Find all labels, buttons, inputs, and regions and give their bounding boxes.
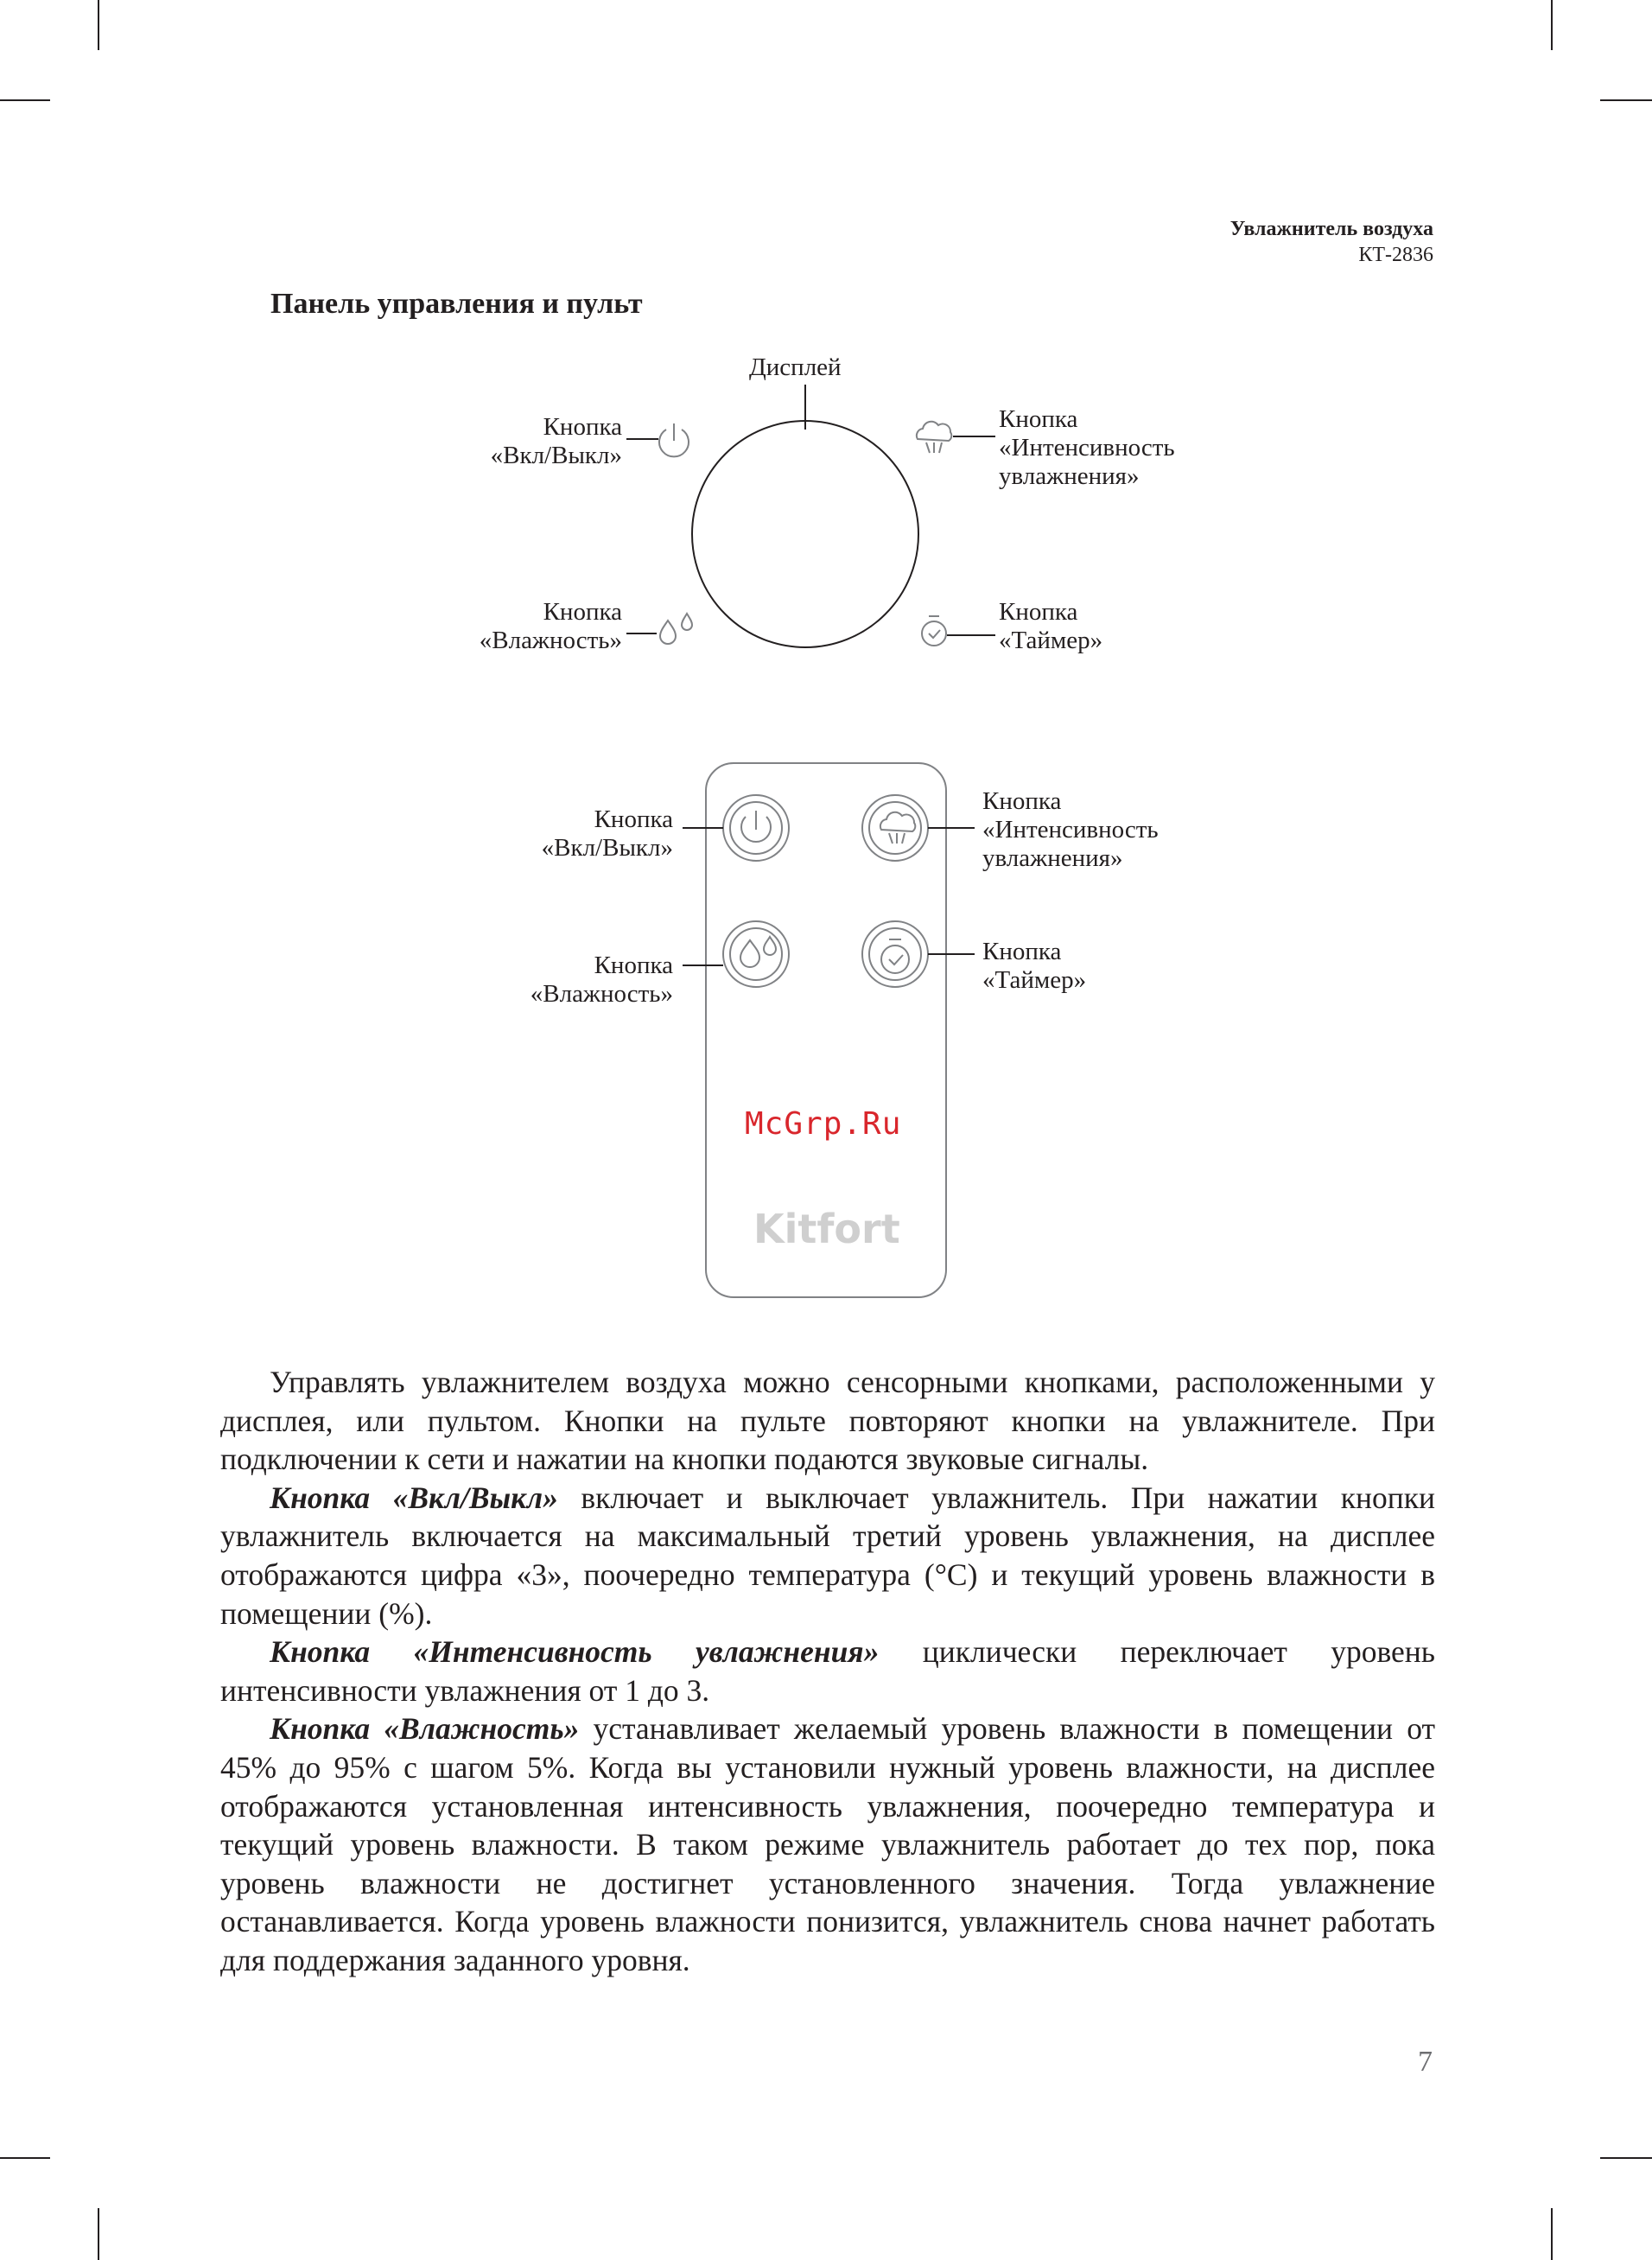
remote-power-button — [723, 795, 789, 861]
power-icon — [659, 423, 689, 456]
remote-label-power: Кнопка «Вкл/Выкл» — [541, 805, 673, 862]
remote-label-timer: Кнопка «Таймер» — [982, 938, 1087, 994]
page-number: 7 — [1418, 2046, 1433, 2078]
brand-logo: Kitfort — [753, 1206, 900, 1252]
body-text — [220, 1363, 1435, 1980]
droplets-icon — [660, 614, 692, 644]
label-display: Дисплей — [749, 353, 842, 381]
remote-label-humidity: Кнопка «Влажность» — [530, 952, 673, 1008]
remote-humidity-button — [723, 921, 789, 987]
remote-intensity-button — [862, 795, 928, 861]
watermark: McGrp.Ru — [745, 1106, 902, 1142]
label-timer: Кнопка «Таймер» — [999, 598, 1103, 654]
crop-mark — [1551, 2208, 1553, 2260]
crop-mark — [1600, 2157, 1652, 2159]
remote-label-intensity: Кнопка «Интенсивность увлажнения» — [982, 787, 1159, 872]
section-title: Панель управления и пульт — [270, 288, 643, 320]
remote-timer-button — [862, 921, 928, 987]
crop-mark — [98, 2208, 99, 2260]
header-product: Увлажнитель воздуха — [1229, 218, 1433, 240]
paragraph: Кнопка «Интенсивность увлажнения» циклически переключает уровень интенсивности увлажнения от 1 до 3. — [220, 1634, 1435, 1708]
timer-icon — [922, 616, 946, 646]
label-humidity: Кнопка «Влажность» — [479, 598, 622, 654]
crop-mark — [0, 2157, 50, 2159]
label-intensity: Кнопка «Интенсивность увлажнения» — [999, 405, 1175, 490]
paragraph: Кнопка «Влажность» устанавливает желаемый уровень влажности в помещении от 45% до 95% с шагом 5%. Когда вы установили нужный уровень влажности, на дисплее отображаются установленная интенсивность увлажнения, поочередно температура и текущий уровень влажности. В таком режиме увлажнитель работает до тех пор, пока уровень влажности не достигнет установленного значения. Тогда увлажнение останавливается. Когда уровень влажности понизится, увлажнитель снова начнет работать для поддержания заданного уровня. — [220, 1711, 1435, 1977]
paragraph: Кнопка «Вкл/Выкл» включает и выключает увлажнитель. При нажатии кнопки увлажнитель включается на максимальный третий уровень увлажнения, на дисплее отображаются цифра «3», поочередно температура (°С) и текущий уровень влажности в помещении (%). — [220, 1480, 1435, 1631]
label-power: Кнопка «Вкл/Выкл» — [490, 413, 622, 469]
display-circle — [692, 421, 918, 647]
header-model: КТ-2836 — [1358, 244, 1433, 266]
paragraph: Управлять увлажнителем воздуха можно сенсорными кнопками, расположенными у дисплея, или пультом. Кнопки на пульте повторяют кнопки на увлажнителе. При подключении к сети и нажатии на кнопки подаются звуковые сигналы. — [220, 1365, 1435, 1477]
steam-icon — [917, 422, 951, 453]
